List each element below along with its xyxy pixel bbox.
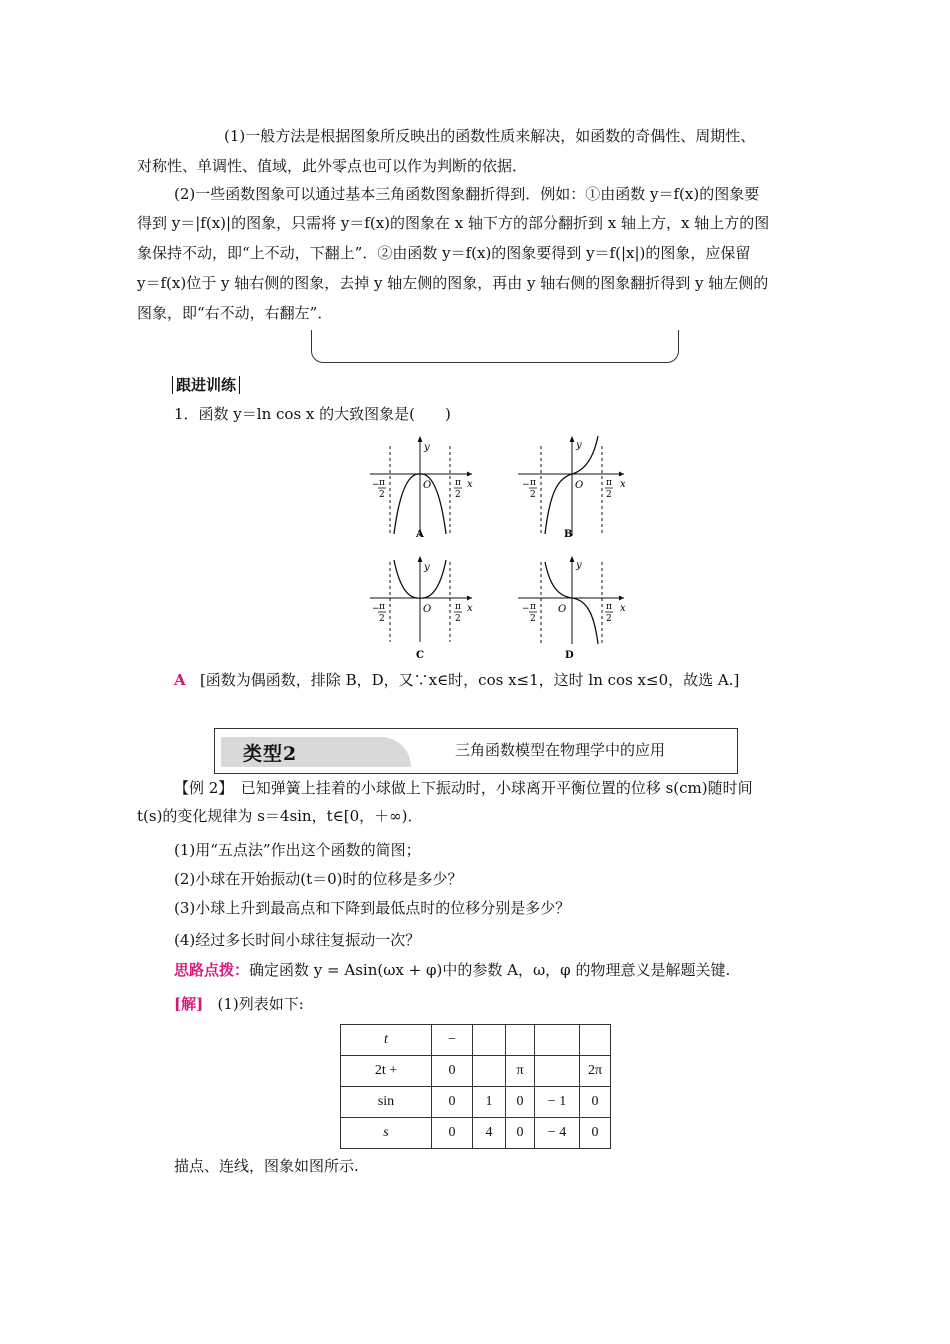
table-row	[341, 1118, 611, 1149]
table-cell	[473, 1056, 506, 1087]
section-banner	[214, 728, 738, 774]
table-row	[341, 1056, 611, 1087]
table-cell: − 4	[535, 1118, 580, 1149]
pi-left: π	[379, 478, 385, 488]
two-right: 2	[455, 490, 461, 500]
table-cell	[580, 1025, 611, 1056]
pi-right: π	[455, 478, 461, 488]
x-label: x	[467, 479, 473, 490]
table-cell: sin	[341, 1087, 432, 1118]
table-cell: t	[341, 1025, 432, 1056]
y-axis-arrow	[570, 556, 575, 562]
table-cell: 0	[580, 1118, 611, 1149]
question-line: (4)经过多长时间小球往复振动一次？	[174, 931, 421, 949]
table-cell: 4	[473, 1118, 506, 1149]
y-axis-arrow	[570, 436, 575, 442]
two-left: 2	[379, 614, 385, 624]
paragraph-line: (1)一般方法是根据图象所反映出的函数性质来解决，如函数的奇偶性、周期性、	[224, 127, 756, 145]
graph-b	[514, 432, 629, 544]
table-cell: s	[341, 1118, 432, 1149]
answer-text: [函数为偶函数，排除 B，D，又∵x∈时，cos x≤1，这时 ln cos x≤0，故选 A.]	[199, 671, 740, 689]
paragraph-line: 对称性、单调性、值域，此外零点也可以作为判断的依据．	[137, 157, 528, 175]
solution-line	[174, 994, 304, 1014]
two-left: 2	[530, 614, 536, 624]
bracket-frame	[311, 330, 679, 363]
origin-label: O	[575, 480, 584, 491]
x-label: x	[467, 603, 473, 614]
x-label: x	[620, 479, 626, 490]
x-axis-arrow	[619, 596, 624, 601]
table-cell	[535, 1056, 580, 1087]
table-cell	[473, 1025, 506, 1056]
minus-sign: −	[372, 604, 380, 614]
practice-tag: 跟进训练	[172, 374, 240, 395]
footer-line: 描点、连线，图象如图所示.	[174, 1157, 359, 1175]
graph-c	[366, 552, 476, 664]
section-badge: 类型2	[243, 743, 298, 765]
paragraph-line: (2)一些函数图象可以通过基本三角函数图象翻折得到．例如：①由函数 y＝f(x)的图象要	[174, 185, 760, 203]
y-label: y	[424, 562, 430, 573]
table-cell: 2t +	[341, 1056, 432, 1087]
value-table	[340, 1024, 611, 1149]
hint-text: 确定函数 y = Asin(ωx + φ)中的参数 A，ω，φ 的物理意义是解题关键.	[249, 961, 731, 979]
origin-label: O	[423, 604, 432, 615]
section-title: 三角函数模型在物理学中的应用	[455, 741, 666, 759]
pi-left: π	[379, 602, 385, 612]
graph-d	[514, 552, 629, 664]
paragraph-line: y＝f(x)位于 y 轴右侧的图象，去掉 y 轴左侧的图象，再由 y 轴右侧的图象翻折得到 y 轴左侧的	[137, 274, 769, 292]
table-cell: −	[432, 1025, 473, 1056]
table-cell: π	[506, 1056, 535, 1087]
two-left: 2	[379, 490, 385, 500]
table-cell	[535, 1025, 580, 1056]
table-cell: 2π	[580, 1056, 611, 1087]
pi-right: π	[606, 478, 612, 488]
table-cell: 0	[432, 1056, 473, 1087]
x-axis-arrow	[467, 596, 472, 601]
question-line: (2)小球在开始振动(t＝0)时的位移是多少？	[174, 870, 463, 888]
two-left: 2	[530, 490, 536, 500]
x-axis-arrow	[619, 472, 624, 477]
table-cell: 0	[580, 1087, 611, 1118]
two-right: 2	[606, 614, 612, 624]
pi-left: π	[530, 478, 536, 488]
solution-label: [解]	[174, 995, 204, 1013]
graph-label: D	[565, 650, 574, 661]
table-row	[341, 1087, 611, 1118]
pi-right: π	[455, 602, 461, 612]
x-label: x	[620, 603, 626, 614]
hint-line	[174, 960, 730, 980]
origin-label: O	[558, 604, 567, 615]
table-cell: 0	[432, 1118, 473, 1149]
hint-label: 思路点拨：	[174, 961, 250, 979]
minus-sign: −	[522, 480, 530, 490]
two-right: 2	[606, 490, 612, 500]
paragraph-line: 得到 y＝|f(x)|的图象，只需将 y＝f(x)的图象在 x 轴下方的部分翻折到 x 轴上方，x 轴上方的图	[137, 214, 770, 232]
graph-label: A	[416, 529, 424, 540]
x-axis-arrow	[467, 472, 472, 477]
graph-a	[366, 432, 476, 544]
y-label: y	[424, 442, 430, 453]
question-line: (1)用“五点法”作出这个函数的简图；	[174, 841, 421, 859]
table-cell	[506, 1025, 535, 1056]
y-label: y	[576, 440, 582, 451]
practice-question: 1．函数 y＝ln cos x 的大致图象是( )	[174, 405, 451, 423]
table-row	[341, 1025, 611, 1056]
two-right: 2	[455, 614, 461, 624]
pi-right: π	[606, 602, 612, 612]
minus-sign: −	[372, 480, 380, 490]
table-cell: 0	[506, 1087, 535, 1118]
table-cell: 0	[506, 1118, 535, 1149]
graph-label: C	[416, 650, 424, 661]
answer-letter: A	[174, 671, 186, 689]
y-axis-arrow	[418, 556, 423, 562]
question-line: (3)小球上升到最高点和下降到最低点时的位移分别是多少？	[174, 899, 571, 917]
pi-left: π	[530, 602, 536, 612]
table-cell: 0	[432, 1087, 473, 1118]
y-label: y	[576, 560, 582, 571]
paragraph-line: 象保持不动，即“上不动，下翻上”．②由函数 y＝f(x)的图象要得到 y＝f(|x|)的图象，应保留	[137, 244, 751, 262]
paragraph-line: 图象，即“右不动，右翻左”．	[137, 304, 333, 322]
answer-line	[174, 670, 739, 690]
example-line: t(s)的变化规律为 s＝4sin，t∈[0，＋∞)．	[137, 807, 423, 825]
table-cell: − 1	[535, 1087, 580, 1118]
origin-label: O	[423, 480, 432, 491]
graph-label: B	[564, 529, 573, 540]
minus-sign: −	[522, 604, 530, 614]
table-cell: 1	[473, 1087, 506, 1118]
example-line: 【例 2】 已知弹簧上挂着的小球做上下振动时，小球离开平衡位置的位移 s(cm)随时间	[174, 779, 753, 797]
y-axis-arrow	[418, 436, 423, 442]
solution-text: (1)列表如下:	[217, 995, 304, 1013]
section-badge-bg	[221, 737, 411, 767]
